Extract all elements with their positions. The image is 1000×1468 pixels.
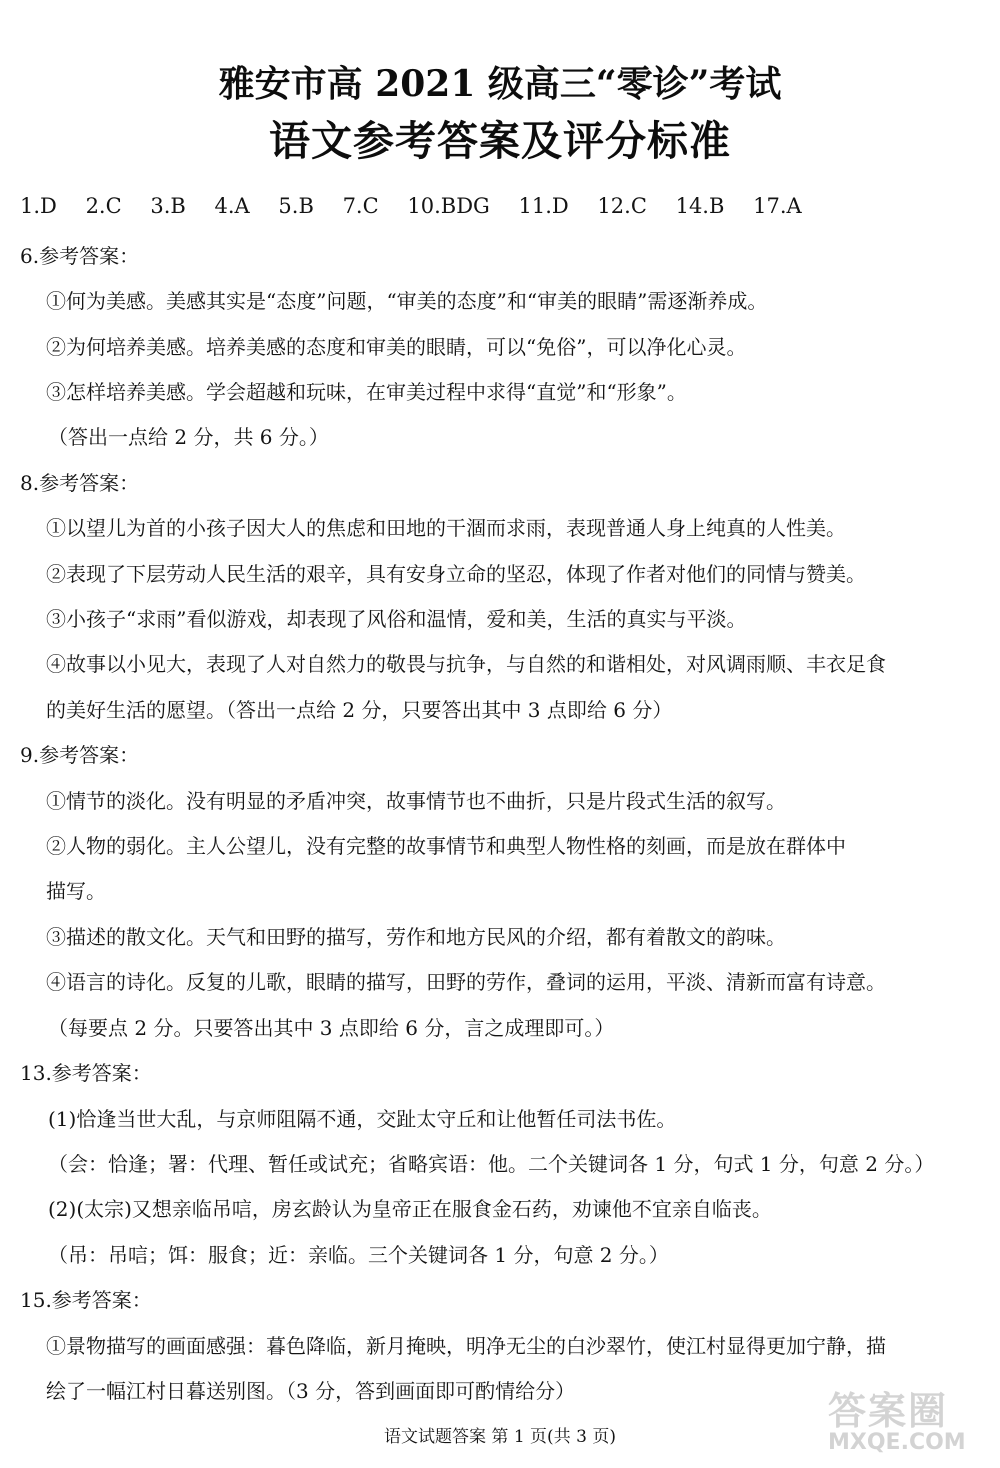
answer-point: ①情节的淡化。没有明显的矛盾冲突，故事情节也不曲折，只是片段式生活的叙写。 (46, 789, 786, 813)
watermark-text: 答案圈 (828, 1389, 949, 1433)
question-heading: 6.参考答案： (20, 244, 140, 268)
scoring-note: （每要点 2 分。只要答出其中 3 点即给 6 分，言之成理即可。） (48, 1016, 615, 1040)
answer-point: ③小孩子“求雨”看似游戏，却表现了风俗和温情，爱和美，生活的真实与平淡。 (46, 607, 747, 631)
mc-answer: 4.A (214, 194, 250, 218)
mc-answer: 12.C (597, 194, 647, 218)
mc-answer: 7.C (342, 194, 379, 218)
answer-point: ①景物描写的画面感强：暮色降临，新月掩映，明净无尘的白沙翠竹，使江村显得更加宁静，描 (46, 1334, 886, 1358)
scoring-note: （答出一点给 2 分，共 6 分。） (48, 425, 329, 449)
mc-answer: 14.B (675, 194, 725, 218)
mc-answer: 10.BDG (407, 194, 490, 218)
document-subtitle: 语文参考答案及评分标准 (269, 117, 731, 165)
answer-point: (1)恰逢当世大乱，与京师阻隔不通，交趾太守丘和让他暂任司法书佐。 (48, 1107, 677, 1131)
answer-point: ②人物的弱化。主人公望儿，没有完整的故事情节和典型人物性格的刻画，而是放在群体中 (46, 834, 846, 858)
answer-point: ④故事以小见大，表现了人对自然力的敬畏与抗争，与自然的和谐相处，对风调雨顺、丰衣足食 (46, 652, 886, 676)
answer-point: ④语言的诗化。反复的儿歌，眼睛的描写，田野的劳作，叠词的运用，平淡、清新而富有诗意。 (46, 970, 886, 994)
watermark-logo (820, 1380, 985, 1458)
answer-point-continued: 绘了一幅江村日暮送别图。（3 分，答到画面即可酌情给分） (46, 1379, 576, 1403)
mc-answer: 1.D (20, 194, 57, 218)
multiple-choice-answers (20, 194, 824, 218)
answer-point-continued: 的美好生活的愿望。（答出一点给 2 分，只要答出其中 3 点即给 6 分） (46, 698, 673, 722)
page-footer: 语文试题答案 第 1 页(共 3 页) (384, 1427, 616, 1447)
question-heading: 9.参考答案： (20, 743, 140, 767)
answer-point: ③怎样培养美感。学会超越和玩味，在审美过程中求得“直觉”和“形象”。 (46, 380, 687, 404)
watermark-url: MXQE.COM (828, 1430, 966, 1455)
question-heading: 13.参考答案： (20, 1061, 152, 1085)
answer-point: ②表现了下层劳动人民生活的艰辛，具有安身立命的坚忍，体现了作者对他们的同情与赞美。 (46, 562, 866, 586)
question-heading: 15.参考答案： (20, 1288, 152, 1312)
scoring-note: （吊：吊唁；饵：服食；近：亲临。三个关键词各 1 分，句意 2 分。） (48, 1243, 669, 1267)
mc-answer: 17.A (753, 194, 802, 218)
answer-point: ①何为美感。美感其实是“态度”问题，“审美的态度”和“审美的眼睛”需逐渐养成。 (46, 289, 768, 313)
answer-point-continued: 描写。 (46, 879, 106, 903)
answer-point: (2)(太宗)又想亲临吊唁，房玄龄认为皇帝正在服食金石药，劝谏他不宜亲自临丧。 (48, 1197, 772, 1221)
answer-point: ③描述的散文化。天气和田野的描写，劳作和地方民风的介绍，都有着散文的韵味。 (46, 925, 786, 949)
exam-title: 雅安市高 2021 级高三“零诊”考试 (218, 63, 782, 105)
mc-answer: 2.C (85, 194, 122, 218)
mc-answer: 11.D (518, 194, 569, 218)
mc-answer: 3.B (150, 194, 186, 218)
answer-point: ①以望儿为首的小孩子因大人的焦虑和田地的干涸而求雨，表现普通人身上纯真的人性美。 (46, 516, 846, 540)
mc-answer: 5.B (278, 194, 314, 218)
answer-point: ②为何培养美感。培养美感的态度和审美的眼睛，可以“免俗”，可以净化心灵。 (46, 335, 747, 359)
question-heading: 8.参考答案： (20, 471, 140, 495)
scoring-note: （会：恰逢；署：代理、暂任或试充；省略宾语：他。二个关键词各 1 分，句式 1 分，句意 2 分。） (48, 1152, 935, 1176)
